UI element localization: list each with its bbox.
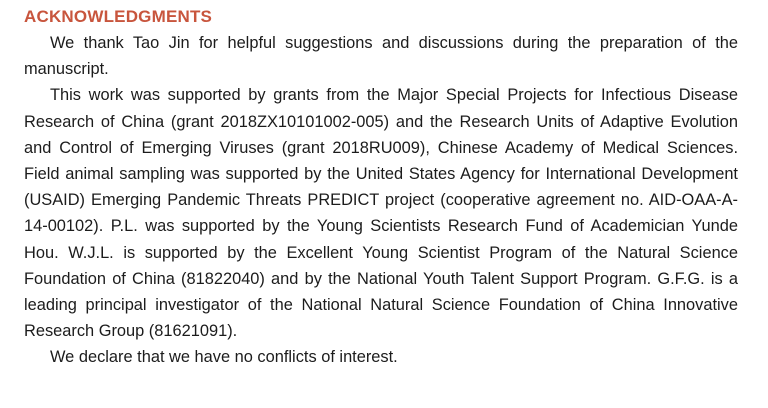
paragraph-funding: This work was supported by grants from the Major Special Projects for Infectious Disease Research of China (grant 2018ZX10101002-005) and the Research Units of Adaptive Evolution and Control of Emerging Viruses (grant 2018RU009), Chinese Academy of Medical Sciences. Field animal sampling was supported by the United States Agency for International Development (USAID) Emerging Pandemic Threats PREDICT project (cooperative agreement no. AID-OAA-A-14-00102). P.L. was supported by the Young Scientists Research Fund of Academician Yunde Hou. W.J.L. is supported by the Excellent Young Scientist Program of the Natural Science Foundation of China (81822040) and by the National Youth Talent Support Program. G.F.G. is a leading principal investigator of the National Natural Science Foundation of China Innovative Research Group (81621091). <box>24 86 738 341</box>
acknowledgments-section <box>24 4 738 371</box>
paragraph-thanks: We thank Tao Jin for helpful suggestions and discussions during the preparation of the manuscript. <box>24 34 738 79</box>
section-heading: ACKNOWLEDGMENTS <box>24 7 213 26</box>
paragraph-conflicts: We declare that we have no conflicts of interest. <box>50 348 398 367</box>
